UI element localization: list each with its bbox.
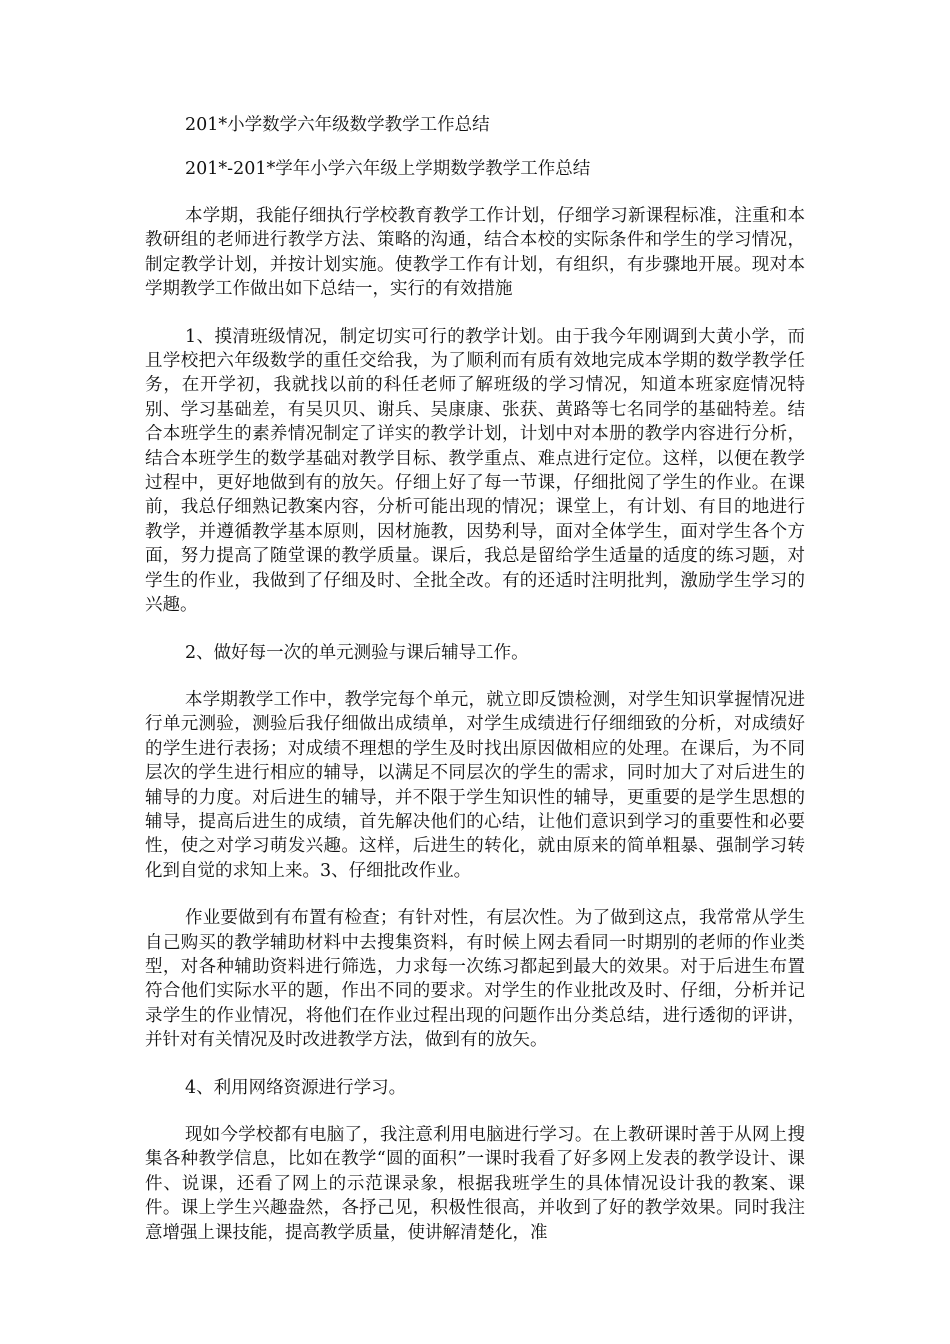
document-subtitle: 201*-201*学年小学六年级上学期数学教学工作总结 (185, 159, 591, 179)
document-title: 201*小学数学六年级数学教学工作总结 (185, 115, 490, 135)
paragraph-section-2-body: 本学期教学工作中，教学完每个单元，就立即反馈检测，对学生知识掌握情况进行单元测验，测验后我仔细做出成绩单，对学生成绩进行仔细细致的分析，对成绩好的学生进行表扬；对成绩不理想的学生及时找出原因做相应的处理。在课后，为不同层次的学生进行相应的辅导，以满足不同层次的学生的需求，同时加大了对后进生的辅导的力度。对后进生的辅导，并不限于学生知识性的辅导，更重要的是学生思想的辅导，提高后进生的成绩，首先解决他们的心结，让他们意识到学习的重要性和必要性，使之对学习萌发兴趣。这样，后进生的转化，就由原来的简单粗暴、强制学习转化到自觉的求知上来。3、仔细批改作业。 (145, 689, 805, 881)
paragraph-section-4-body: 现如今学校都有电脑了，我注意利用电脑进行学习。在上教研课时善于从网上搜集各种教学信息，比如在教学“圆的面积”一课时我看了好多网上发表的教学设计、课件、说课，还看了网上的示范课录象，根据我班学生的具体情况设计我的教案、课件。课上学生兴趣盎然，各抒己见，积极性很高，并收到了好的教学效果。同时我注意增强上课技能，提高教学质量，使讲解清楚化，准 (145, 1125, 805, 1243)
paragraph-section-4-heading: 4、利用网络资源进行学习。 (185, 1077, 407, 1098)
document-page (145, 112, 805, 1268)
paragraph-section-3-body: 作业要做到有布置有检查；有针对性，有层次性。为了做到这点，我常常从学生自己购买的教学辅助材料中去搜集资料，有时候上网去看同一时期别的老师的作业类型，对各种辅助资料进行筛选，力求每一次练习都起到最大的效果。对于后进生布置符合他们实际水平的题，作出不同的要求。对学生的作业批改及时、仔细，分析并记录学生的作业情况，将他们在作业过程出现的问题作出分类总结，进行透彻的评讲，并针对有关情况及时改进教学方法，做到有的放矢。 (145, 908, 805, 1051)
paragraph-section-2-heading: 2、做好每一次的单元测验与课后辅导工作。 (185, 642, 529, 663)
paragraph-intro: 本学期，我能仔细执行学校教育教学工作计划，仔细学习新课程标准，注重和本教研组的老师进行教学方法、策略的沟通，结合本校的实际条件和学生的学习情况，制定教学计划，并按计划实施。使教学工作有计划，有组织，有步骤地开展。现对本学期教学工作做出如下总结一，实行的有效措施 (145, 206, 805, 300)
paragraph-section-1: 1、摸清班级情况，制定切实可行的教学计划。由于我今年刚调到大黄小学，而且学校把六年级数学的重任交给我，为了顺利而有质有效地完成本学期的数学教学任务，在开学初，我就找以前的科任老师了解班级的学习情况，知道本班家庭情况特别、学习基础差，有吴贝贝、谢兵、吴康康、张获、黄路等七名同学的基础特差。结合本班学生的素养情况制定了详实的教学计划，计划中对本册的教学内容进行分析，结合本班学生的数学基础对教学目标、教学重点、难点进行定位。这样，以便在教学过程中，更好地做到有的放矢。仔细上好了每一节课，仔细批阅了学生的作业。在课前，我总仔细熟记教案内容，分析可能出现的情况；课堂上，有计划、有目的地进行教学，并遵循教学基本原则，因材施教，因势利导，面对全体学生，面对学生各个方面，努力提高了随堂课的教学质量。课后，我总是留给学生适量的适度的练习题，对学生的作业，我做到了仔细及时、全批全改。有的还适时注明批判，激励学生学习的兴趣。 (145, 326, 805, 616)
